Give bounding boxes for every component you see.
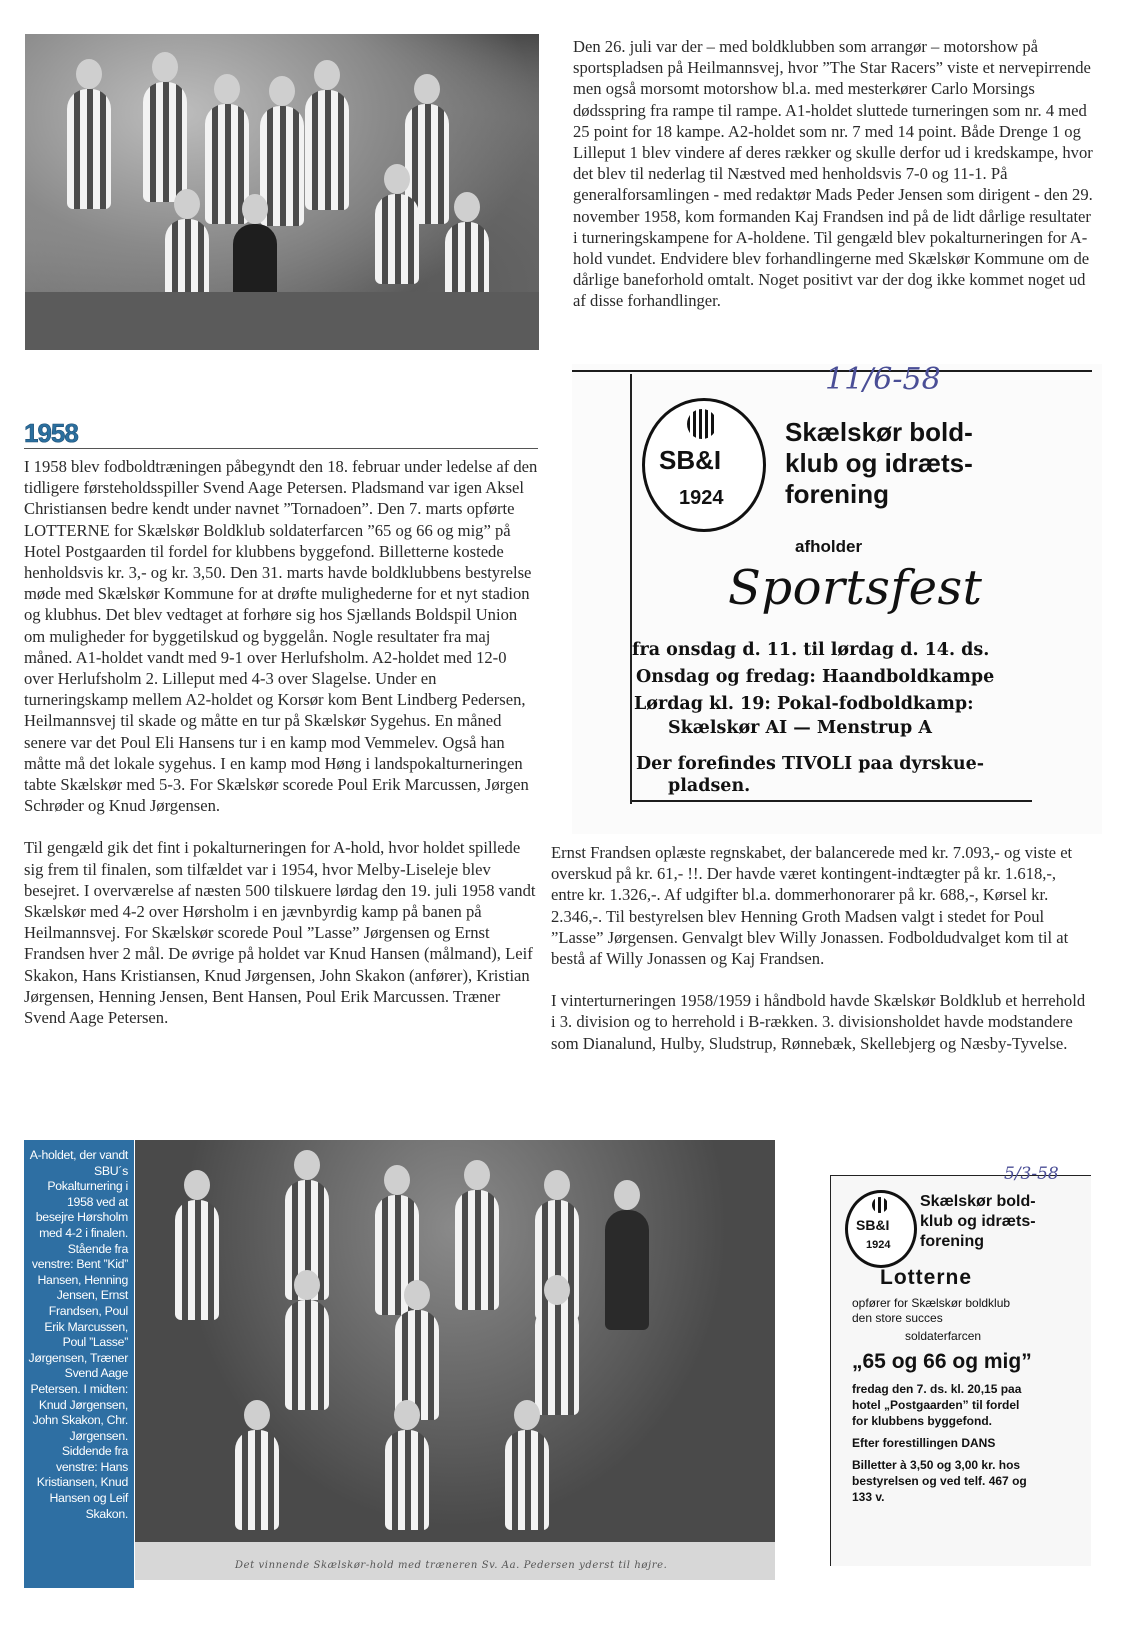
handwritten-date: 11/6-58: [825, 362, 941, 397]
photo-caption-band: [25, 292, 539, 350]
paragraph: Til gengæld gik det fint i pokalturneringen for A-hold, hvor holdet spillede sig frem til finalen, som tilfældet var i 1954, hvor Melby-Liseleje blev besejret. I overværelse af næsten 500 tilskuere lørdag den 19. juli 1958 vandt Skælskør med 4-2 over Hørsholm i en jævnbyrdig kamp på banen på Heilmannsvej. For Skælskør scorede Poul ”Lasse” Jørgensen og Ernst Frandsen hver 2 mål. De øvrige på holdet var Knud Hansen (målmand), Leif Skakon, Hans Kristiansen, Knud Jørgensen, John Skakon (anfører), Kristian Jørgensen, Henning Jensen, Bent Hansen, Poul Erik Marcussen. Træner Svend Aage Petersen.: [24, 838, 536, 1028]
clipping-line: opfører for Skælskør boldklub: [852, 1296, 1011, 1310]
player-figure: [505, 1430, 549, 1530]
clipping-line: Billetter à 3,50 og 3,00 kr. hos: [852, 1458, 1021, 1472]
player-figure: [455, 1190, 499, 1310]
club-logo: [845, 1190, 917, 1268]
clipping-line: soldaterfarcen: [905, 1329, 982, 1343]
logo-letters: SB&I: [856, 1217, 890, 1233]
clipping-line: Der forefindes TIVOLI paa dyrskue-: [636, 754, 984, 774]
team-photo-1958: [135, 1140, 775, 1580]
photo-1958-caption: A-holdet, der vandt SBU´s Pokalturnering i 1958 ved at besejre Hørsholm med 4-2 i finalen. Stående fra venstre: Bent ”Kid” Hansen, Henning Jensen, Ernst Frandsen, Poul Erik Marcussen, Poul ”Lasse” Jørgensen, Træner Svend Aage Petersen. I midten: Knud Jørgensen, John Skakon, Chr. Jørgensen. Siddende fra venstre: Hans Kristiansen, Knud Hansen og Leif Skakon.: [28, 1148, 128, 1521]
player-figure: [175, 1200, 219, 1320]
paragraph: I vinterturneringen 1958/1959 i håndbold havde Skælskør Boldklub et herrehold i 3. division og to herrehold i B-rækken. 3. divisionsholdet havde modstandere som Dianalund, Hulby, Sludstrup, Rønnebæk, Skellebjerg og Næsby-Tyvelse.: [551, 991, 1086, 1053]
photo-print-caption: Det vinnende Skælskør-hold med træneren Sv. Aa. Pedersen yderst til højre.: [235, 1560, 668, 1571]
player-figure: [165, 219, 209, 299]
clipping-line: hotel „Postgaarden” til fordel: [852, 1398, 1020, 1412]
clipping-line: Skælskør AI — Menstrup A: [668, 718, 932, 738]
clipping-line: for klubbens byggefond.: [852, 1414, 992, 1428]
paragraph: Ernst Frandsen oplæste regnskabet, der balancerede med kr. 7.093,- og viste et overskud på kr. 61,- !!. Der havde været kontingent-indtægter på kr. 1.618,-, entre kr. 1.326,-. Af udgifter bl.a. dommerhonorarer på kr. 688,-, Kørsel kr. 2.346,-. Til bestyrelsen blev Henning Groth Madsen valgt i stedet for Poul ”Lasse” Jørgensen. Genvalgt blev Willy Jonassen. Fodboldudvalget kom til at bestå af Willy Jonassen og Kaj Frandsen.: [551, 843, 1073, 969]
section-divider: [24, 448, 538, 449]
event-title: Sportsfest: [728, 560, 983, 616]
clipping-line: fra onsdag d. 11. til lørdag d. 14. ds.: [632, 640, 990, 660]
player-figure: [445, 222, 489, 302]
year-heading: 1958: [24, 418, 78, 448]
handwritten-date: 5/3-58: [1004, 1164, 1059, 1184]
club-name-line: forening: [785, 479, 889, 509]
paragraph: Den 26. juli var der – med boldklubben som arrangør – motorshow på sportspladsen på Heilmannsvej, hvor ”The Star Racers” viste et nervepirrende men også morsomt motorshow bl.a. med mesterkører Carlo Morsings dødsspring fra rampe til rampe. A1-holdet sluttede turneringen som nr. 4 med 25 point for 18 kampe. A2-holdet som nr. 7 med 14 point. Både Drenge 1 og Lilleput 1 blev vindere af deres rækker og skulle derfor ud i kredskampe, hvor det blev til nederlag til Næstved med henholdsvis 7-0 og 11-1. På generalforsamlingen - med redaktør Mads Peder Jensen som dirigent - den 29. november 1958, kom formanden Kaj Frandsen ind på de lidt dårlige resultater i turneringskampene for A-holdene. Til gengæld blev pokalturneringen for A-hold vundet. Endvidere blev forhandlingerne med Skælskør Kommune om de dårlige baneforhold omtalt. Noget positivt var der dog ikke kommet noget ud af disse forhandlinger.: [573, 37, 1093, 311]
clipping-line: bestyrelsen og ved telf. 467 og: [852, 1474, 1027, 1488]
lotterne-title: Lotterne: [880, 1266, 972, 1289]
play-title: „65 og 66 og mig”: [852, 1350, 1032, 1373]
clipping-border: [630, 374, 632, 804]
clipping-line: pladsen.: [668, 776, 751, 796]
player-figure: [143, 82, 187, 202]
clipping-line: Efter forestillingen DANS: [852, 1436, 996, 1450]
club-name: [920, 1192, 1036, 1252]
player-figure: [375, 194, 419, 284]
player-figure: [235, 1430, 279, 1530]
afholder-label: afholder: [795, 537, 863, 556]
clipping-border: [632, 800, 1032, 802]
clipping-line: 133 v.: [852, 1490, 885, 1504]
logo-letters: SB&I: [659, 445, 722, 475]
right-column-text-bottom: [551, 842, 1091, 1054]
club-logo: [642, 398, 766, 532]
logo-year: 1924: [679, 487, 724, 509]
ball-icon: [687, 409, 717, 439]
player-figure: [385, 1430, 429, 1530]
logo-year: 1924: [866, 1239, 891, 1251]
club-name-line: Skælskør bold-: [785, 417, 973, 447]
ball-icon: [872, 1197, 888, 1213]
club-name-line: forening: [920, 1233, 984, 1250]
right-column-text-top: [573, 36, 1093, 312]
clipping-line: fredag den 7. ds. kl. 20,15 paa: [852, 1382, 1022, 1396]
player-figure: [67, 89, 111, 209]
team-photo-1957: [25, 34, 539, 350]
club-name: [785, 417, 973, 510]
clipping-line: den store succes: [852, 1311, 943, 1325]
photo-1957-caption: 2. holdet 1957. Stående fra venstre: Tommy Bune, Per Jensen, Vagn-Aage Andersen, Eivind Johnsen og Walther Larsen. I midten fra venstre: Ole Nielsen, John Schmidt og Leif Skakon. Forrest fra venstre: Carl-Erik Jensen, Ingo Jørgensen og Kurt Andersen.: [29, 353, 515, 398]
clipping-line: Lørdag kl. 19: Pokal-fodboldkamp:: [634, 694, 974, 714]
player-figure: [535, 1305, 579, 1415]
player-figure: [305, 90, 349, 210]
club-name-line: Skælskør bold-: [920, 1193, 1036, 1210]
clipping-line: Onsdag og fredag: Haandboldkampe: [636, 667, 995, 687]
paragraph: I 1958 blev fodboldtræningen påbegyndt den 18. februar under ledelse af den tidligere førsteholdsspiller Svend Aage Petersen. Pladsmand var igen Aksel Christiansen bedre kendt under navnet ”Tornadoen”. Den 7. marts opførte LOTTERNE for Skælskør Boldklub soldaterfarcen ”65 og 66 og mig” på Hotel Postgaarden til fordel for klubbens byggefond. Billetterne kostede henholdsvis kr. 3,- og kr. 3,50. Den 31. marts havde boldklubbens bestyrelse møde med Skælskør Kommune for at drøfte mulighederne for et nyt stadion og klubhus. Det blev vedtaget at forhøre sig hos Sjællands Boldspil Union om muligheder for byggetilskud og byggelån. Nogle resultater fra maj måned. A1-holdet vandt med 9-1 over Herlufsholm. A2-holdet med 12-0 over Herlufsholm 2. Lilleput med 4-3 over Slagelse. Under en turneringskamp mellem A2-holdet og Korsør kom Bent Lindberg Pedersen, Heilmannsvej til skade og måtte en tur på Skælskør Sygehus. En måned senere var det Poul Eli Hansens tur i en kamp mod Vemmelev. Også han måtte må det lokale sygehus. I en kamp mod Høng i landspokalturneringen tabte Skælskør med 5-3. For Skælskør scorede Poul Erik Marcussen, Jørgen Schrøder og Knud Jørgensen.: [24, 457, 538, 816]
club-name-line: klub og idræts-: [785, 448, 973, 478]
coach-figure: [605, 1210, 649, 1330]
left-column-text: [24, 456, 538, 1028]
player-figure: [285, 1300, 329, 1410]
club-name-line: klub og idræts-: [920, 1213, 1036, 1230]
